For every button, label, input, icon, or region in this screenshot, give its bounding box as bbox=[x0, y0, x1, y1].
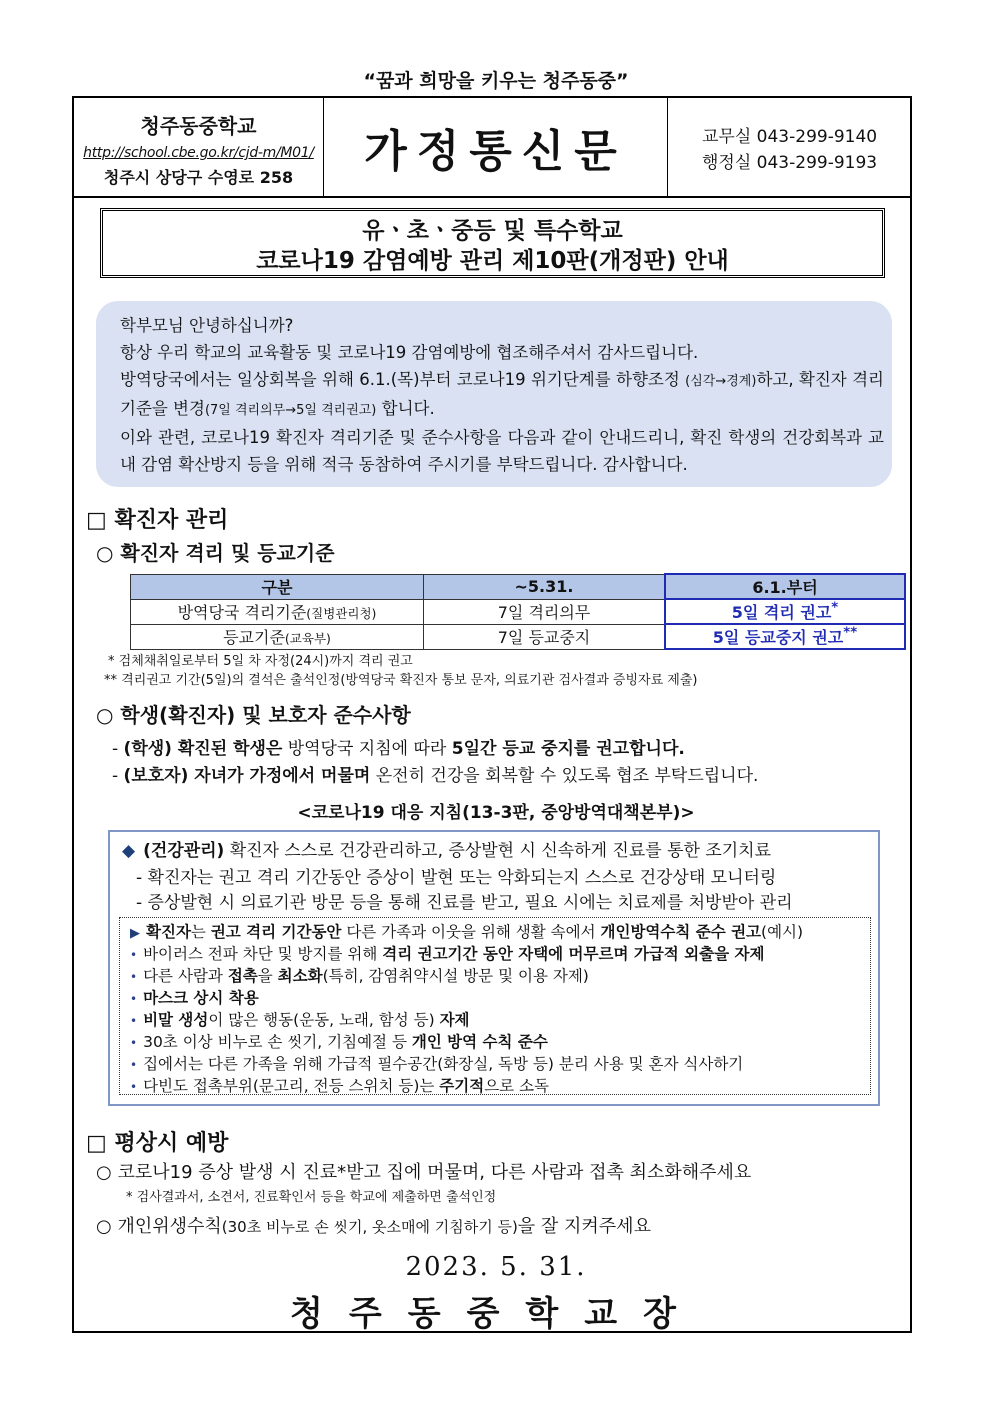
square-icon: □ bbox=[86, 1131, 107, 1156]
list-item bbox=[130, 921, 803, 945]
bullet-icon: • bbox=[130, 1080, 138, 1094]
list-item-text bbox=[143, 967, 589, 985]
intro-greeting: 학부모님 안녕하십니까? bbox=[120, 316, 294, 335]
bullet-icon: • bbox=[130, 1014, 138, 1028]
notice-title-line1: 유ㆍ초ㆍ중등 및 특수학교 bbox=[362, 218, 623, 244]
diamond-icon: ◆ bbox=[122, 841, 136, 861]
list-item bbox=[130, 943, 764, 966]
plain-text: 이 많은 행동(운동, 노래, 함성 등) bbox=[208, 1011, 440, 1029]
row-after-value: 5일 등교중지 권고 bbox=[712, 628, 844, 647]
table-cell-after bbox=[665, 599, 905, 624]
rule-guardian-subject: (보호자) 자녀가 가정에서 머물며 bbox=[123, 766, 371, 786]
list-item bbox=[130, 1009, 470, 1032]
plain-text: 다빈도 접촉부위(문고리, 전등 스위치 등)는 bbox=[143, 1077, 440, 1095]
table-header-row bbox=[131, 574, 906, 599]
list-item bbox=[130, 1075, 549, 1098]
emphasis-text: 개인 방역 수칙 준수 bbox=[411, 1033, 548, 1051]
document-title: 가정통신문 bbox=[364, 126, 627, 177]
bullet-icon: • bbox=[130, 1058, 138, 1072]
list-item-text bbox=[143, 1077, 549, 1095]
prevention-item-2-text2: 을 잘 지켜주세요 bbox=[517, 1216, 651, 1237]
list-item-text bbox=[143, 1011, 469, 1029]
emphasis-text: 개인방역수칙 준수 권고 bbox=[600, 923, 762, 941]
intro-p2-note2: (7일 격리의무→5일 격리권고) bbox=[204, 403, 377, 418]
circle-icon: ○ bbox=[96, 703, 114, 727]
school-name: 청주동중학교 bbox=[140, 114, 257, 138]
intro-p2-text2: 하고, 확진자 격리기준을 변경 bbox=[120, 370, 884, 418]
rule-guardian-text: 온전히 건강을 회복할 수 있도록 협조 부탁드립니다. bbox=[370, 766, 759, 786]
intro-p2-text3: 합니다. bbox=[376, 399, 435, 418]
prevention-item-1 bbox=[96, 1158, 751, 1184]
guideline-box bbox=[108, 830, 880, 1106]
list-item bbox=[130, 1053, 743, 1076]
guideline-treatment-line: - 증상발현 시 의료기관 방문 등을 통해 진료를 받고, 필요 시에는 치료제를 처방받아 관리 bbox=[136, 893, 793, 913]
table-cell-label bbox=[131, 624, 424, 649]
section-prevention-heading bbox=[86, 1126, 228, 1157]
bullet-icon: • bbox=[130, 948, 138, 962]
guideline-heading: <코로나19 대응 지침(13-3판, 중앙방역대책본부)> bbox=[297, 803, 695, 823]
notice-title-line2: 코로나19 감염예방 관리 제10판(개정판) 안내 bbox=[256, 248, 729, 274]
row-after-value: 5일 격리 권고 bbox=[731, 603, 832, 622]
row-label-note: (교육부) bbox=[284, 631, 331, 646]
section-prevention-title: 평상시 예방 bbox=[114, 1131, 229, 1156]
list-item-text bbox=[143, 989, 259, 1007]
rule-student-text: 방역당국 지침에 따라 bbox=[282, 739, 452, 759]
emphasis-text: 확진자 bbox=[146, 923, 191, 941]
table-cell-after bbox=[665, 624, 905, 649]
table-footnote-2: ** 격리권고 기간(5일)의 결석은 출석인정(방역당국 확진자 통보 문자, 의료기관 검사결과 증빙자료 제출) bbox=[104, 673, 698, 688]
row-label: 등교기준 bbox=[223, 628, 285, 647]
bullet-icon: • bbox=[130, 1036, 138, 1050]
square-icon: □ bbox=[86, 508, 107, 533]
plain-text: 다른 사람과 bbox=[143, 967, 228, 985]
intro-paragraph-3: 이와 관련, 코로나19 확진자 격리기준 및 준수사항을 다음과 같이 안내드리니, 확진 학생의 건강회복과 교내 감염 확산방지 등을 위해 적극 동참하여 주시기를 부탁드립니다. 감사합니다. bbox=[120, 428, 884, 474]
subsection-rules-heading bbox=[96, 699, 411, 728]
dash-icon: - bbox=[112, 739, 119, 759]
school-address: 청주시 상당구 수영로 258 bbox=[103, 168, 294, 187]
letterhead bbox=[74, 98, 910, 198]
section-confirmed-heading bbox=[86, 503, 228, 534]
table-header-category: 구분 bbox=[131, 574, 424, 599]
table-cell-label bbox=[131, 599, 424, 624]
list-item bbox=[130, 1031, 548, 1054]
intro-paragraph-1: 항상 우리 학교의 교육활동 및 코로나19 감염예방에 협조해주셔서 감사드립니다. bbox=[120, 343, 699, 362]
subsection-rules-title: 학생(확진자) 및 보호자 준수사항 bbox=[120, 703, 411, 727]
prevention-item-2-note: (30초 비누로 손 씻기, 옷소매에 기침하기 등) bbox=[221, 1218, 518, 1236]
subsection-quarantine-title: 확진자 격리 및 등교기준 bbox=[120, 541, 335, 565]
list-item-text bbox=[143, 945, 764, 963]
title-cell bbox=[324, 98, 668, 196]
plain-text: 으로 소독 bbox=[484, 1077, 550, 1095]
list-item bbox=[130, 987, 259, 1010]
circle-icon: ○ bbox=[96, 541, 114, 565]
prevention-item-2 bbox=[96, 1212, 651, 1238]
emphasis-text: 접촉 bbox=[227, 967, 258, 985]
prevention-note: * 검사결과서, 소견서, 진료확인서 등을 학교에 제출하면 출석인정 bbox=[126, 1190, 497, 1205]
rule-guardian bbox=[112, 761, 758, 786]
contact-info bbox=[668, 98, 910, 196]
table-header-after: 6.1.부터 bbox=[665, 574, 905, 599]
intro-box bbox=[96, 301, 892, 487]
emphasis-text: 최소화 bbox=[277, 967, 323, 985]
plain-text: 다른 가족과 이웃을 위해 생활 속에서 bbox=[341, 923, 601, 941]
contact-academic: 교무실 043-299-9140 bbox=[702, 127, 878, 147]
intro-p2-text: 방역당국에서는 일상회복을 위해 6.1.(목)부터 코로나19 위기단계를 하향조정 bbox=[120, 370, 686, 389]
school-url-link[interactable]: http://school.cbe.go.kr/cjd-m/M01/ bbox=[83, 145, 314, 161]
section-confirmed-title: 확진자 관리 bbox=[114, 508, 229, 533]
table-row bbox=[131, 599, 906, 624]
intro-paragraph-2 bbox=[120, 366, 884, 424]
circle-icon: ○ bbox=[96, 1216, 112, 1237]
emphasis-text: 격리 권고기간 동안 자택에 머무르며 가급적 외출을 자제 bbox=[382, 945, 765, 963]
quarantine-table bbox=[130, 573, 906, 650]
contact-admin: 행정실 043-299-9193 bbox=[702, 153, 878, 173]
footnote-mark: ** bbox=[843, 625, 858, 641]
table-cell-before: 7일 등교중지 bbox=[424, 624, 666, 649]
row-label-note: (질병관리청) bbox=[306, 606, 377, 621]
emphasis-text: 마스크 상시 착용 bbox=[143, 989, 259, 1007]
emphasis-text: 주기적 bbox=[439, 1077, 485, 1095]
rule-student bbox=[112, 734, 685, 759]
subsection-quarantine-heading bbox=[96, 537, 335, 566]
plain-text: (특히, 감염취약시설 방문 및 이용 자제) bbox=[322, 967, 589, 985]
guideline-health-label: (건강관리) bbox=[143, 841, 225, 861]
rule-student-action: 5일간 등교 중지를 권고합니다. bbox=[451, 739, 685, 759]
row-label: 방역당국 격리기준 bbox=[177, 603, 307, 622]
plain-text: (예시) bbox=[761, 923, 804, 941]
emphasis-text: 자제 bbox=[439, 1011, 470, 1029]
list-item bbox=[130, 965, 589, 988]
footnote-mark: * bbox=[831, 600, 839, 616]
school-info bbox=[74, 98, 324, 196]
guideline-monitor-line: - 확진자는 권고 격리 기간동안 증상이 발현 또는 악화되는지 스스로 건강상태 모니터링 bbox=[136, 868, 777, 888]
rule-student-subject: (학생) 확진된 학생은 bbox=[123, 739, 283, 759]
plain-text: 30초 이상 비누로 손 씻기, 기침예절 등 bbox=[143, 1033, 412, 1051]
table-footnote-1: * 검체채취일로부터 5일 차 자정(24시)까지 격리 권고 bbox=[108, 654, 413, 669]
list-item-text bbox=[146, 923, 803, 941]
emphasis-text: 비말 생성 bbox=[143, 1011, 209, 1029]
intro-p2-note: (심각→경계) bbox=[685, 374, 757, 389]
circle-icon: ○ bbox=[96, 1162, 112, 1183]
guideline-health-line bbox=[122, 836, 771, 861]
guideline-example-box bbox=[119, 917, 871, 1095]
bullet-icon: • bbox=[130, 992, 138, 1006]
table-header-before: ~5.31. bbox=[424, 574, 666, 599]
dash-icon: - bbox=[112, 766, 119, 786]
table-cell-before: 7일 격리의무 bbox=[424, 599, 666, 624]
guideline-health-text: 확진자 스스로 건강관리하고, 증상발현 시 신속하게 진료를 통한 조기치료 bbox=[224, 841, 772, 861]
prevention-item-2-text: 개인위생수칙 bbox=[117, 1216, 222, 1237]
prevention-item-1-text: 코로나19 증상 발생 시 진료*받고 집에 머물며, 다른 사람과 접촉 최소화해주세요 bbox=[117, 1162, 752, 1183]
bullet-icon: • bbox=[130, 970, 138, 984]
motto: “꿈과 희망을 키우는 청주동중” bbox=[363, 70, 629, 92]
plain-text: 을 bbox=[257, 967, 278, 985]
document-date: 2023. 5. 31. bbox=[405, 1252, 587, 1282]
triangle-icon: ▶ bbox=[130, 926, 140, 941]
plain-text: 바이러스 전파 차단 및 방지를 위해 bbox=[143, 945, 383, 963]
table-row bbox=[131, 624, 906, 649]
plain-text: 집에서는 다른 가족을 위해 가급적 필수공간(화장실, 독방 등) 분리 사용 및 혼자 식사하기 bbox=[143, 1055, 744, 1073]
emphasis-text: 권고 격리 기간동안 bbox=[210, 923, 342, 941]
notice-title bbox=[100, 208, 885, 278]
list-item-text bbox=[143, 1033, 548, 1051]
principal-signature: 청주동중학교장 bbox=[290, 1294, 702, 1334]
plain-text: 는 bbox=[190, 923, 211, 941]
list-item-text bbox=[143, 1055, 743, 1073]
